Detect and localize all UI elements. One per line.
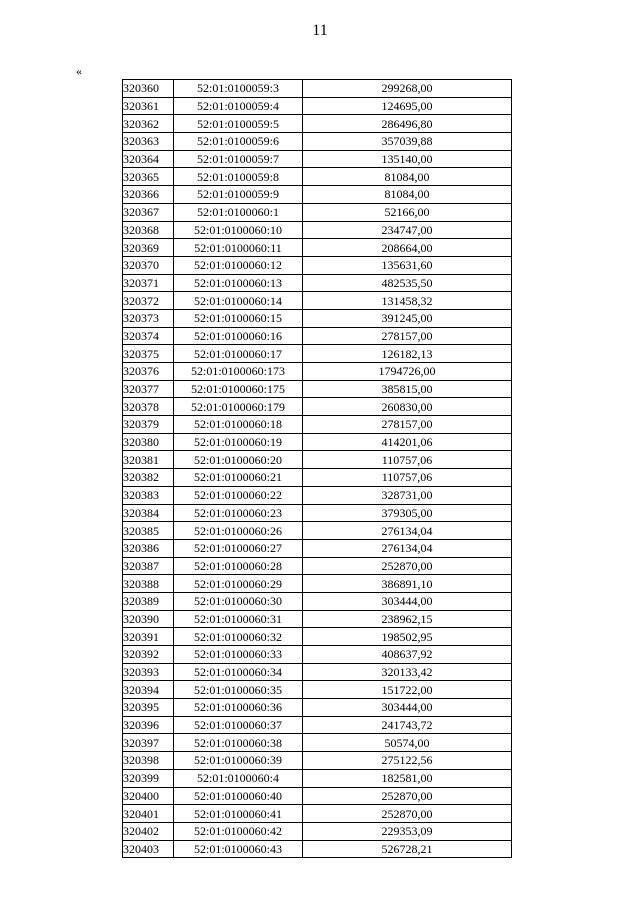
cadastral-value-cell: 303444,00	[303, 699, 512, 717]
cadastral-value-cell: 526728,21	[303, 840, 512, 858]
cadastral-number-cell: 52:01:0100060:30	[174, 592, 303, 610]
table-row	[123, 186, 512, 204]
cadastral-number-cell: 52:01:0100060:23	[174, 504, 303, 522]
cadastral-number-cell: 52:01:0100060:13	[174, 274, 303, 292]
cadastral-value-cell: 276134,04	[303, 539, 512, 557]
row-number-cell: 320380	[123, 433, 174, 451]
cadastral-number-cell: 52:01:0100060:31	[174, 610, 303, 628]
cadastral-number-cell: 52:01:0100060:36	[174, 699, 303, 717]
table-row	[123, 451, 512, 469]
table-row	[123, 522, 512, 540]
cadastral-value-cell: 81084,00	[303, 186, 512, 204]
row-number-cell: 320397	[123, 734, 174, 752]
cadastral-number-cell: 52:01:0100060:11	[174, 239, 303, 257]
table-row	[123, 769, 512, 787]
cadastral-value-cell: 379305,00	[303, 504, 512, 522]
row-number-cell: 320393	[123, 663, 174, 681]
row-number-cell: 320389	[123, 592, 174, 610]
table-row	[123, 699, 512, 717]
row-number-cell: 320366	[123, 186, 174, 204]
table-row	[123, 433, 512, 451]
cadastral-number-cell: 52:01:0100060:42	[174, 822, 303, 840]
cadastral-number-cell: 52:01:0100060:43	[174, 840, 303, 858]
table-row	[123, 345, 512, 363]
cadastral-number-cell: 52:01:0100060:15	[174, 309, 303, 327]
cadastral-value-cell: 135631,60	[303, 256, 512, 274]
table-row	[123, 239, 512, 257]
row-number-cell: 320378	[123, 398, 174, 416]
cadastral-value-cell: 252870,00	[303, 787, 512, 805]
cadastral-value-cell: 482535,50	[303, 274, 512, 292]
cadastral-value-cell: 208664,00	[303, 239, 512, 257]
cadastral-number-cell: 52:01:0100060:179	[174, 398, 303, 416]
table-row	[123, 292, 512, 310]
cadastral-number-cell: 52:01:0100060:38	[174, 734, 303, 752]
row-number-cell: 320381	[123, 451, 174, 469]
row-number-cell: 320376	[123, 363, 174, 381]
table-row	[123, 398, 512, 416]
table-row	[123, 363, 512, 381]
row-number-cell: 320387	[123, 557, 174, 575]
row-number-cell: 320372	[123, 292, 174, 310]
cadastral-value-cell: 1794726,00	[303, 363, 512, 381]
table-row	[123, 504, 512, 522]
cadastral-number-cell: 52:01:0100060:10	[174, 221, 303, 239]
cadastral-value-cell: 110757,06	[303, 469, 512, 487]
row-number-cell: 320392	[123, 646, 174, 664]
cadastral-number-cell: 52:01:0100059:5	[174, 115, 303, 133]
row-number-cell: 320402	[123, 822, 174, 840]
table-row	[123, 380, 512, 398]
cadastral-value-cell: 278157,00	[303, 416, 512, 434]
cadastral-value-cell: 238962,15	[303, 610, 512, 628]
cadastral-number-cell: 52:01:0100059:4	[174, 97, 303, 115]
table-body	[123, 80, 512, 858]
table-row	[123, 663, 512, 681]
row-number-cell: 320400	[123, 787, 174, 805]
row-number-cell: 320367	[123, 203, 174, 221]
cadastral-number-cell: 52:01:0100059:9	[174, 186, 303, 204]
cadastral-value-cell: 126182,13	[303, 345, 512, 363]
cadastral-number-cell: 52:01:0100059:8	[174, 168, 303, 186]
row-number-cell: 320374	[123, 327, 174, 345]
table-row	[123, 469, 512, 487]
table-row	[123, 327, 512, 345]
cadastral-value-cell: 278157,00	[303, 327, 512, 345]
table-row	[123, 557, 512, 575]
cadastral-number-cell: 52:01:0100060:40	[174, 787, 303, 805]
cadastral-value-cell: 110757,06	[303, 451, 512, 469]
cadastral-value-cell: 81084,00	[303, 168, 512, 186]
row-number-cell: 320370	[123, 256, 174, 274]
cadastral-number-cell: 52:01:0100060:14	[174, 292, 303, 310]
cadastral-value-cell: 386891,10	[303, 575, 512, 593]
row-number-cell: 320388	[123, 575, 174, 593]
cadastral-number-cell: 52:01:0100060:1	[174, 203, 303, 221]
cadastral-number-cell: 52:01:0100060:18	[174, 416, 303, 434]
cadastral-number-cell: 52:01:0100060:12	[174, 256, 303, 274]
row-number-cell: 320401	[123, 805, 174, 823]
cadastral-value-cell: 303444,00	[303, 592, 512, 610]
cadastral-value-cell: 124695,00	[303, 97, 512, 115]
row-number-cell: 320391	[123, 628, 174, 646]
cadastral-value-cell: 135140,00	[303, 150, 512, 168]
cadastral-value-cell: 276134,04	[303, 522, 512, 540]
cadastral-value-cell: 50574,00	[303, 734, 512, 752]
table-row	[123, 646, 512, 664]
row-number-cell: 320396	[123, 716, 174, 734]
row-number-cell: 320363	[123, 133, 174, 151]
cadastral-value-cell: 252870,00	[303, 805, 512, 823]
table-row	[123, 734, 512, 752]
table-row	[123, 716, 512, 734]
cadastral-number-cell: 52:01:0100060:27	[174, 539, 303, 557]
cadastral-number-cell: 52:01:0100060:20	[174, 451, 303, 469]
cadastral-value-cell: 52166,00	[303, 203, 512, 221]
row-number-cell: 320364	[123, 150, 174, 168]
row-number-cell: 320371	[123, 274, 174, 292]
table-row	[123, 416, 512, 434]
table-row	[123, 309, 512, 327]
table-row	[123, 115, 512, 133]
cadastral-number-cell: 52:01:0100059:7	[174, 150, 303, 168]
cadastral-value-cell: 408637,92	[303, 646, 512, 664]
cadastral-number-cell: 52:01:0100060:37	[174, 716, 303, 734]
table-row	[123, 628, 512, 646]
table-row	[123, 203, 512, 221]
row-number-cell: 320403	[123, 840, 174, 858]
row-number-cell: 320360	[123, 80, 174, 98]
table-row	[123, 840, 512, 858]
table-row	[123, 592, 512, 610]
cadastral-number-cell: 52:01:0100059:6	[174, 133, 303, 151]
table-row	[123, 80, 512, 98]
table-row	[123, 681, 512, 699]
cadastral-value-cell: 286496,80	[303, 115, 512, 133]
row-number-cell: 320398	[123, 752, 174, 770]
cadastral-number-cell: 52:01:0100060:41	[174, 805, 303, 823]
cadastral-number-cell: 52:01:0100060:28	[174, 557, 303, 575]
cadastral-value-cell: 182581,00	[303, 769, 512, 787]
cadastral-value-cell: 131458,32	[303, 292, 512, 310]
row-number-cell: 320373	[123, 309, 174, 327]
cadastral-number-cell: 52:01:0100060:175	[174, 380, 303, 398]
row-number-cell: 320390	[123, 610, 174, 628]
row-number-cell: 320368	[123, 221, 174, 239]
row-number-cell: 320395	[123, 699, 174, 717]
row-number-cell: 320385	[123, 522, 174, 540]
cadastral-value-cell: 275122,56	[303, 752, 512, 770]
cadastral-value-cell: 414201,06	[303, 433, 512, 451]
cadastral-value-cell: 234747,00	[303, 221, 512, 239]
table-row	[123, 221, 512, 239]
cadastral-value-cell: 252870,00	[303, 557, 512, 575]
cadastral-value-cell: 391245,00	[303, 309, 512, 327]
cadastral-value-cell: 260830,00	[303, 398, 512, 416]
cadastral-value-cell: 357039,88	[303, 133, 512, 151]
table-row	[123, 805, 512, 823]
row-number-cell: 320362	[123, 115, 174, 133]
cadastral-value-table	[122, 79, 512, 858]
cadastral-number-cell: 52:01:0100060:22	[174, 486, 303, 504]
row-number-cell: 320369	[123, 239, 174, 257]
cadastral-number-cell: 52:01:0100060:4	[174, 769, 303, 787]
table-row	[123, 752, 512, 770]
table-row	[123, 822, 512, 840]
table-row	[123, 486, 512, 504]
cadastral-value-cell: 385815,00	[303, 380, 512, 398]
opening-quote-mark: «	[76, 64, 82, 78]
cadastral-value-cell: 241743,72	[303, 716, 512, 734]
cadastral-number-cell: 52:01:0100060:34	[174, 663, 303, 681]
cadastral-number-cell: 52:01:0100060:17	[174, 345, 303, 363]
row-number-cell: 320377	[123, 380, 174, 398]
cadastral-number-cell: 52:01:0100060:35	[174, 681, 303, 699]
cadastral-number-cell: 52:01:0100060:39	[174, 752, 303, 770]
cadastral-number-cell: 52:01:0100060:33	[174, 646, 303, 664]
cadastral-value-cell: 299268,00	[303, 80, 512, 98]
cadastral-number-cell: 52:01:0100060:173	[174, 363, 303, 381]
row-number-cell: 320399	[123, 769, 174, 787]
table-row	[123, 168, 512, 186]
row-number-cell: 320361	[123, 97, 174, 115]
cadastral-number-cell: 52:01:0100060:29	[174, 575, 303, 593]
cadastral-value-cell: 151722,00	[303, 681, 512, 699]
table-row	[123, 539, 512, 557]
row-number-cell: 320394	[123, 681, 174, 699]
table-row	[123, 610, 512, 628]
cadastral-number-cell: 52:01:0100060:16	[174, 327, 303, 345]
row-number-cell: 320375	[123, 345, 174, 363]
row-number-cell: 320382	[123, 469, 174, 487]
table-row	[123, 133, 512, 151]
cadastral-value-cell: 198502,95	[303, 628, 512, 646]
table-row	[123, 274, 512, 292]
cadastral-value-cell: 320133,42	[303, 663, 512, 681]
row-number-cell: 320384	[123, 504, 174, 522]
cadastral-number-cell: 52:01:0100060:32	[174, 628, 303, 646]
row-number-cell: 320379	[123, 416, 174, 434]
cadastral-value-cell: 229353,09	[303, 822, 512, 840]
table-row	[123, 97, 512, 115]
table-row	[123, 575, 512, 593]
row-number-cell: 320386	[123, 539, 174, 557]
cadastral-number-cell: 52:01:0100060:26	[174, 522, 303, 540]
cadastral-number-cell: 52:01:0100059:3	[174, 80, 303, 98]
cadastral-number-cell: 52:01:0100060:21	[174, 469, 303, 487]
row-number-cell: 320365	[123, 168, 174, 186]
table-row	[123, 787, 512, 805]
table-row	[123, 256, 512, 274]
row-number-cell: 320383	[123, 486, 174, 504]
table-row	[123, 150, 512, 168]
page-number: 11	[312, 22, 328, 39]
cadastral-value-cell: 328731,00	[303, 486, 512, 504]
cadastral-number-cell: 52:01:0100060:19	[174, 433, 303, 451]
